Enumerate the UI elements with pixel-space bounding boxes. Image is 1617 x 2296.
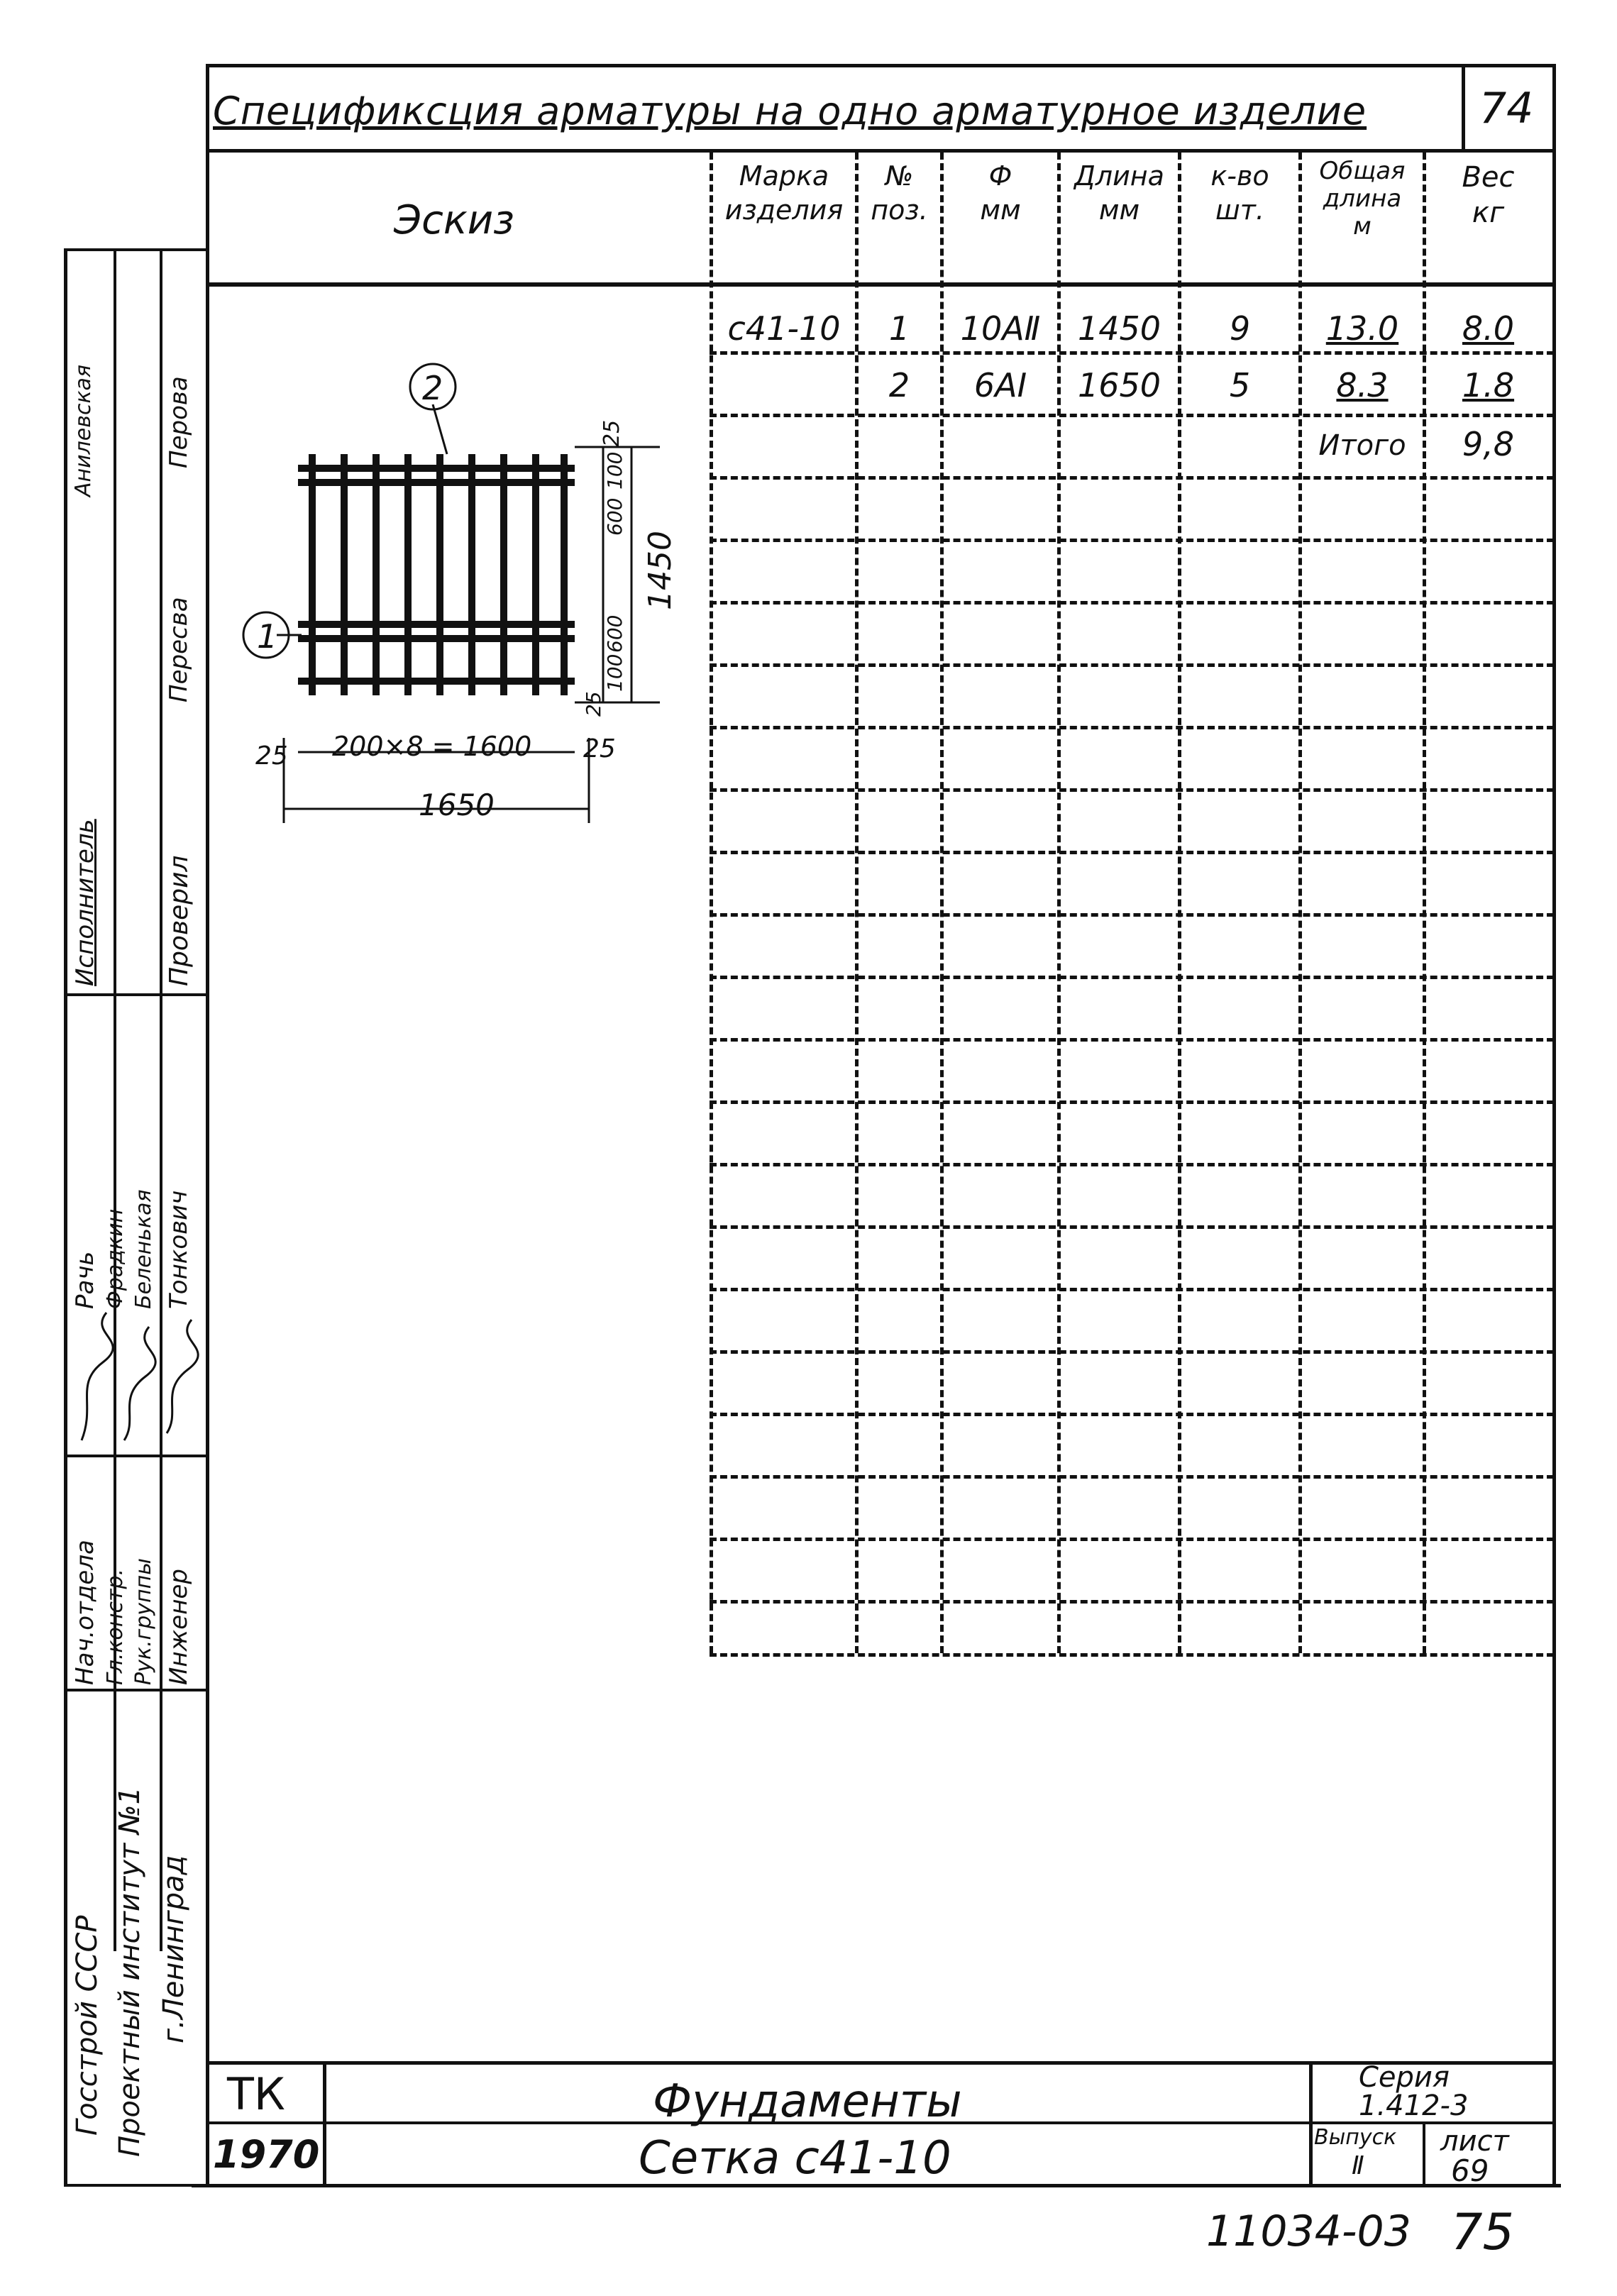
header-total-length: Общая длина м bbox=[1319, 157, 1406, 241]
titleblock-div-2 bbox=[1309, 2061, 1313, 2185]
sheet-value: 69 bbox=[1451, 2153, 1489, 2188]
row1-pos: 1 bbox=[888, 309, 910, 348]
dim-overall: 1650 bbox=[419, 788, 495, 822]
titleblock-code: ТК bbox=[227, 2068, 285, 2120]
bottom-page: 75 bbox=[1451, 2203, 1515, 2261]
stamp-role-4: Инженер bbox=[165, 1569, 193, 1685]
table-row-line bbox=[710, 663, 1554, 667]
stamp-col-2 bbox=[160, 248, 162, 1951]
stamp-role-3: Рук.группы bbox=[131, 1558, 156, 1685]
total-label: Итого bbox=[1318, 429, 1406, 462]
stamp-org-line-1: Госстрой СССР bbox=[71, 1915, 104, 2136]
table-row-line bbox=[710, 726, 1554, 729]
dim-bottom-inner: 200×8 = 1600 bbox=[332, 731, 532, 762]
table-row-line bbox=[710, 1538, 1554, 1541]
table-row-line bbox=[710, 1288, 1554, 1291]
header-sketch: Эскиз bbox=[394, 197, 514, 243]
stamp-col-1 bbox=[114, 248, 116, 1951]
stamp-name-4: Тонкович bbox=[165, 1190, 193, 1309]
row2-total-length: 8.3 bbox=[1336, 366, 1389, 404]
series-label: Серия bbox=[1359, 2061, 1450, 2094]
table-row-line bbox=[710, 414, 1554, 417]
dim-top: 25 bbox=[600, 419, 624, 447]
dim-side-1: 600 bbox=[603, 497, 627, 536]
table-row-line bbox=[710, 1350, 1554, 1354]
stamp-bottom bbox=[64, 2184, 206, 2187]
header-dia: Ф мм bbox=[980, 160, 1021, 226]
stamp-name-2: Фрадкин bbox=[103, 1208, 128, 1309]
dim-side-4: 100 bbox=[603, 653, 627, 692]
row2-dia: 6АI bbox=[973, 366, 1027, 404]
table-row-line bbox=[710, 976, 1554, 979]
titleblock-subject: Сетка с41-10 bbox=[639, 2132, 951, 2185]
title-divider bbox=[1462, 65, 1465, 150]
row2-length: 1650 bbox=[1077, 366, 1161, 404]
header-weight: Вес кг bbox=[1462, 161, 1515, 229]
row1-total-length: 13.0 bbox=[1325, 309, 1399, 348]
titleblock-name: Фундаменты bbox=[653, 2075, 962, 2128]
frame-top bbox=[206, 64, 1554, 67]
stamp-right-role-1: Исполнитель bbox=[71, 819, 99, 986]
stamp-right-name-1: Пересва bbox=[165, 597, 193, 702]
header-bottom-line bbox=[206, 282, 1554, 287]
header-qty: к-во шт. bbox=[1210, 160, 1269, 226]
col-divider-sketch bbox=[710, 153, 713, 1653]
row1-mark: с41-10 bbox=[727, 309, 841, 348]
table-row-line bbox=[710, 351, 1554, 355]
table-row-line bbox=[710, 1600, 1554, 1604]
table-bottom-line bbox=[710, 1653, 1554, 1657]
titleblock-year: 1970 bbox=[213, 2132, 320, 2177]
table-row-line bbox=[710, 913, 1554, 917]
table-row-line bbox=[710, 539, 1554, 542]
table-row-line bbox=[710, 1225, 1554, 1229]
bottom-number: 11034-03 bbox=[1206, 2207, 1411, 2256]
frame-left bbox=[206, 64, 209, 2185]
stamp-name-3: Беленькая bbox=[131, 1189, 156, 1309]
table-row-line bbox=[710, 601, 1554, 605]
stamp-role-2: Гл.констр. bbox=[103, 1568, 128, 1685]
row1-length: 1450 bbox=[1077, 309, 1161, 348]
row2-weight: 1.8 bbox=[1462, 366, 1515, 404]
table-row-line bbox=[710, 1413, 1554, 1416]
stamp-split-3 bbox=[64, 1689, 206, 1691]
frame-right bbox=[1552, 64, 1556, 2185]
issue-value: Ⅱ bbox=[1352, 2151, 1364, 2180]
sheet-title: Спецификсция арматуры на одно арматурное изделие bbox=[213, 89, 1367, 133]
callout-2: 2 bbox=[422, 369, 443, 407]
table-row-line bbox=[710, 851, 1554, 854]
stamp-role-1: Нач.отдела bbox=[71, 1540, 99, 1685]
stamp-org-line-3: г.Ленинград bbox=[158, 1855, 190, 2043]
titleblock-top bbox=[206, 2061, 1554, 2065]
table-row-line bbox=[710, 476, 1554, 480]
callout-1: 1 bbox=[257, 617, 278, 656]
dim-right: 25 bbox=[583, 734, 616, 763]
dim-side-5: 25 bbox=[582, 691, 605, 717]
stamp-top bbox=[64, 248, 206, 251]
table-row-line bbox=[710, 1475, 1554, 1479]
title-underline bbox=[206, 149, 1554, 153]
table-row-line bbox=[710, 788, 1554, 792]
page-number: 74 bbox=[1479, 84, 1534, 133]
row1-qty: 9 bbox=[1229, 309, 1251, 348]
total-weight: 9,8 bbox=[1462, 425, 1515, 463]
dim-height: 1450 bbox=[642, 531, 678, 610]
header-pos: № поз. bbox=[871, 160, 928, 226]
dim-left: 25 bbox=[255, 741, 288, 771]
signatures bbox=[67, 1206, 202, 1462]
table-row-line bbox=[710, 1038, 1554, 1042]
table-row-line bbox=[710, 1163, 1554, 1166]
row2-qty: 5 bbox=[1229, 366, 1251, 404]
header-length: Длина мм bbox=[1074, 160, 1164, 226]
stamp-top-name: Анилевская bbox=[71, 365, 96, 497]
row1-dia: 10АⅡ bbox=[960, 309, 1041, 348]
stamp-name-1: Рачь bbox=[71, 1251, 99, 1309]
issue-label: Выпуск bbox=[1314, 2125, 1397, 2150]
stamp-right-name-2: Перова bbox=[165, 376, 193, 468]
row2-pos: 2 bbox=[888, 366, 910, 404]
series-value: 1.412-3 bbox=[1359, 2090, 1469, 2122]
titleblock-div-3 bbox=[1423, 2121, 1425, 2185]
header-mark: Марка изделия bbox=[724, 160, 844, 226]
titleblock-div-1 bbox=[323, 2061, 326, 2185]
row1-weight: 8.0 bbox=[1462, 309, 1515, 348]
dim-side-3: 600 bbox=[603, 614, 627, 653]
stamp-org-line-2: Проектный институт №1 bbox=[114, 1787, 146, 2157]
stamp-split-1 bbox=[64, 993, 206, 996]
table-row-line bbox=[710, 1100, 1554, 1104]
stamp-right-role-2: Проверил bbox=[165, 855, 194, 986]
sheet-label: лист bbox=[1440, 2125, 1509, 2158]
dim-side-2: 100 bbox=[603, 451, 627, 490]
